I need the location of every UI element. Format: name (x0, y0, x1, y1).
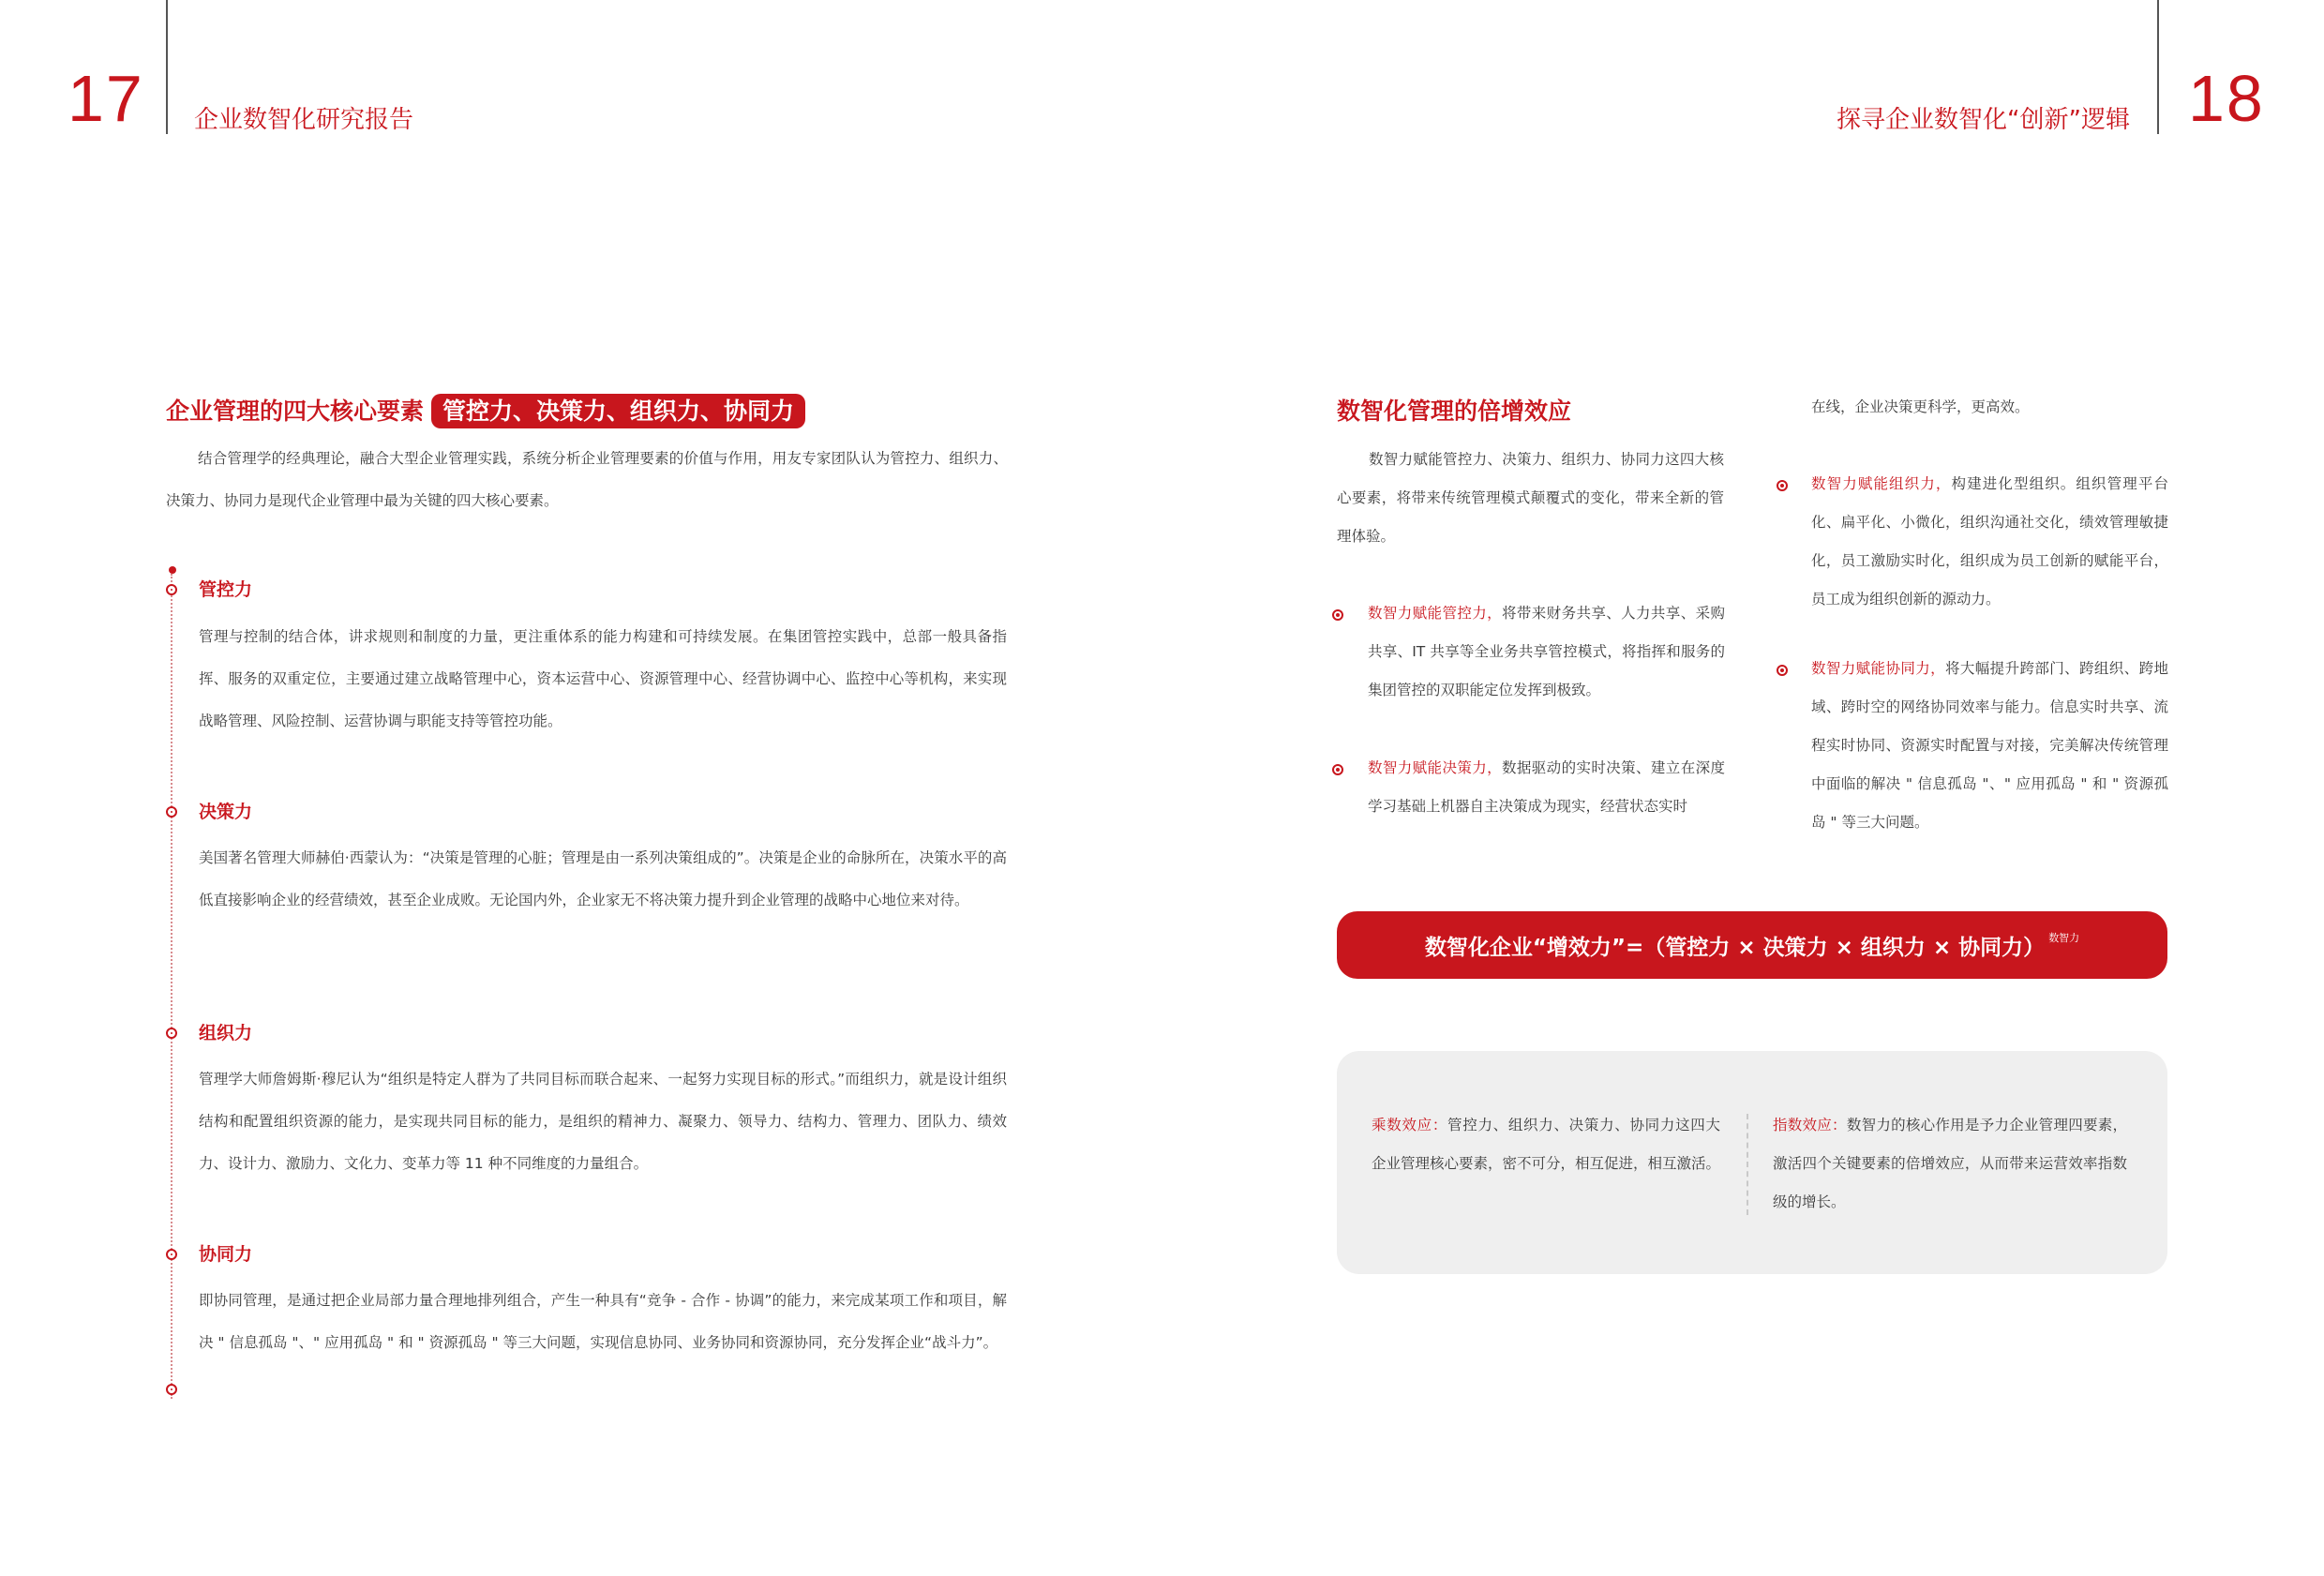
bullet-label: 数智力赋能管控力， (1368, 605, 1503, 622)
item-title-zuzhili: 组织力 (199, 1023, 253, 1043)
effect-multiplier (1372, 1106, 1720, 1183)
bullet-label: 数智力赋能组织力， (1811, 475, 1952, 492)
bullet-target-icon (1332, 609, 1343, 621)
effect-exponential (1773, 1106, 2127, 1222)
bullet-label: 数智力赋能协同力， (1811, 660, 1946, 677)
item-text-juecel: 美国著名管理大师赫伯·西蒙认为：“决策是管理的心脏；管理是由一系列决策组成的”。决策是企业的命脉所在，决策水平的高低直接影响企业的经营绩效，甚至企业成败。无论国内外，企业家无不将决策力提升到企业管理的战略中心地位来对待。 (199, 849, 1007, 908)
timeline-marker-icon (166, 1249, 177, 1260)
timeline-marker-icon (166, 584, 177, 595)
effect-label: 指数效应： (1773, 1117, 1847, 1133)
section-highlight-pill: 管控力、决策力、组织力、协同力 (431, 394, 805, 428)
bullet-text: 构建进化型组织。组织管理平台化、扁平化、小微化，组织沟通社交化，绩效管理敏捷化，员工激励实时化，组织成为员工创新的赋能平台，员工成为组织创新的源动力。 (1811, 475, 2168, 608)
item-text-xietongli: 即协同管理，是通过把企业局部力量合理地排列组合，产生一种具有“竞争 - 合作 - 协调”的能力，来完成某项工作和项目，解决 " 信息孤岛 "、" 应用孤岛 " 和 " 资源孤岛 " 等三大问题，实现信息协同、业务协同和资源协同，充分发挥企业“战斗力”。 (199, 1292, 1007, 1351)
section-title-text: 企业管理的四大核心要素 (166, 398, 425, 425)
bullet-text: 将大幅提升跨部门、跨组织、跨地域、跨时空的网络协同效率与能力。信息实时共享、流程实时协同、资源实时配置与对接，完美解决传统管理中面临的解决 " 信息孤岛 "、" 应用孤岛 " 和 " 资源孤岛 " 等三大问题。 (1811, 660, 2168, 831)
formula-banner (1337, 911, 2167, 979)
bullet-juecel-continuation: 在线，企业决策更科学，更高效。 (1811, 398, 2030, 415)
effects-divider (1747, 1114, 1748, 1215)
right-page-number: 18 (2188, 62, 2265, 135)
timeline-line (171, 574, 172, 1399)
bullet-target-icon (1777, 480, 1788, 491)
formula-text: 数智化企业“增效力”=（管控力 × 决策力 × 组织力 × 协同力） (1424, 935, 2046, 960)
item-title-xietongli: 协同力 (199, 1244, 253, 1265)
left-section-title (166, 394, 805, 428)
header-divider-right (2157, 0, 2159, 134)
right-header-title: 探寻企业数智化“创新”逻辑 (1837, 106, 2130, 134)
bullet-target-icon (1777, 665, 1788, 676)
formula-exponent: 数智力 (2048, 932, 2080, 944)
item-title-juecel: 决策力 (199, 802, 253, 822)
item-text-guankongli: 管理与控制的结合体，讲求规则和制度的力量，更注重体系的能力构建和可持续发展。在集团管控实践中，总部一般具备指挥、服务的双重定位，主要通过建立战略管理中心，资本运营中心、资源管理中心、经营协调中心、监控中心等机构，来实现战略管理、风险控制、运营协调与职能支持等管控功能。 (199, 628, 1007, 729)
bullet-guankongli (1368, 594, 1725, 710)
item-text-zuzhili: 管理学大师詹姆斯·穆尼认为“组织是特定人群为了共同目标而联合起来、一起努力实现目标的形式。”而组织力，就是设计组织结构和配置组织资源的能力，是实现共同目标的能力，是组织的精神力、凝聚力、领导力、结构力、管理力、团队力、绩效力、设计力、激励力、文化力、变革力等 11 种不同维度的力量组合。 (199, 1071, 1007, 1172)
effect-text: 管控力、组织力、决策力、协同力这四大企业管理核心要素，密不可分，相互促进，相互激活。 (1372, 1117, 1721, 1172)
left-intro-paragraph: 结合管理学的经典理论，融合大型企业管理实践，系统分析企业管理要素的价值与作用，用友专家团队认为管控力、组织力、决策力、协同力是现代企业管理中最为关键的四大核心要素。 (166, 450, 1008, 509)
bullet-target-icon (1332, 764, 1343, 775)
bullet-text: 将带来财务共享、人力共享、采购共享、IT 共享等全业务共享管控模式，将指挥和服务的集团管控的双职能定位发挥到极致。 (1368, 605, 1725, 698)
effect-text: 数智力的核心作用是予力企业管理四要素，激活四个关键要素的倍增效应，从而带来运营效率指数级的增长。 (1773, 1117, 2127, 1210)
right-intro-paragraph: 数智力赋能管控力、决策力、组织力、协同力这四大核心要素，将带来传统管理模式颠覆式的变化，带来全新的管理体验。 (1337, 451, 1724, 545)
left-header-title: 企业数智化研究报告 (194, 106, 414, 134)
timeline-start-dot (169, 566, 176, 574)
header-divider-left (166, 0, 168, 134)
timeline-marker-icon (166, 806, 177, 818)
bullet-juecel (1368, 749, 1725, 826)
timeline-marker-icon (166, 1028, 177, 1039)
right-section-title: 数智化管理的倍增效应 (1337, 398, 1572, 425)
bullet-zuzhili (1811, 465, 2168, 619)
bullet-label: 数智力赋能决策力， (1368, 759, 1503, 776)
left-page-number: 17 (67, 62, 144, 135)
bullet-text: 数据驱动的实时决策、建立在深度学习基础上机器自主决策成为现实，经营状态实时 (1368, 759, 1725, 815)
timeline-end-marker-icon (166, 1384, 177, 1395)
effect-label: 乘数效应： (1372, 1117, 1448, 1133)
bullet-xietongli (1811, 650, 2168, 842)
item-title-guankongli: 管控力 (199, 579, 253, 600)
